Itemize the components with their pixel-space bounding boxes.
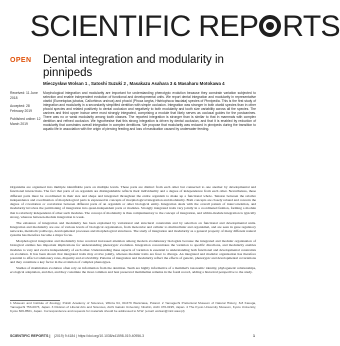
open-access-label: OPEN — [10, 57, 32, 64]
page-number: 1 — [253, 334, 255, 338]
footer-journal-name: SCIENTIFIC REPORTS | — [10, 334, 51, 338]
abstract: Morphological integration and modularity are important for understanding phenotypic evolution because they constrain variation subjected to selection and enable independent evolution of functional and developmental units. We report dental integration and modularity in representative otariid (Eumetopias jubatus, Callorhinus ursinus) and phocid (Phoca largha, Histriophoca fasciata) species of Pinnipedia. This is the first study of integration and modularity in a secondarily simplified dentition with simple occlusion. Integration was stronger in both otariid species than in other phocid species and related positively to dental occlusion and negatively to both modularity and tooth size variability across all the species. The canines and third upper incisor were most strongly integrated, comprising a module that likely serves as occlusal guides for the postcanines. There was no or weak modularity among tooth classes. The reported integration is stronger than is similar to that in mammals with complex dentition and refined occlusion. We hypothesise that this strong integration is driven by dental occlusion, and that it is enabled by reduction of modularity that constrains overall integration in complex dentitions. We propose that modularity was reduced in pinnipeds during the transition to aquatic life in association with the origin of piercing feeding and loss of mastication caused by underwater feeding. — [43, 91, 256, 132]
author-affiliations: 1 Museum and Institute of Zoology, Polish Academy of Sciences, Wilcza 64, 00-679 Warszawa, Poland. 2 Yamaguchi Prefectural Museum of Natural History, 8-8 Kasuga, Yamaguchi 753-0073, Japan. 3 Division of Liberal Arts and Sciences, Aichi Gakuin University, Nisshin, Aichi 470-0195, Japan. 4 The Kyoto University Museum, Kyoto University, Kyoto 606-8501, Japan. Correspondence and requests for materials should be addressed to M.W. (email: wolsan@miiz.waw.pl) — [10, 301, 256, 313]
article-title: Dental integration and modularity in pinnipeds — [43, 54, 224, 79]
body-paragraph: Studies of mammalian evolution often rely on information from the dentition. Teeth are highly informative of a mammal's taxonomic identity, phylogenetic relationships, ecological adaptation, and diet, and they constitute the most common and best preserved mammalian remains in the fossil record, adding a historical perspective to the study. — [10, 265, 256, 275]
body-paragraph: Morphological integration and modularity have received increased attention among modern evolutionary biologists because the integrated and modular organisation of biological entities has important implications for understanding phenotypic evolution. Integration concentrates the variation to specific directions, and modularity enables modules to vary and evolve independently of each other. Understanding these aspects of variation is essential to understanding both functional and developmental constraints on evolution. It has been shown that integrated traits may evolve jointly, whereas modular traits are freer to diverge. An integrated and modular organisation has therefore potential to affect evolutionary rates, disparity and evolvability. Patterns of integration and modularity reflect the effects of genetic, phenotypic and developmental covariations and they constitute a key factor in the evolution of complex phenotypes. — [10, 238, 256, 265]
journal-name-left: SCIENTIFIC REP — [30, 10, 259, 43]
published-date: Published online: 12 March 2019 — [10, 117, 41, 126]
footer-citation[interactable]: (2019) 9:4184 | https://doi.org/10.1038/s41598-019-40956-3 — [54, 334, 145, 338]
body-paragraph: The existence of integration and modularity has been explained by variational and structural constraints and by selection on functional and developmental units. Integration and modularity are one of various levels of biological organisation, from molecular and cellular to multicellular and organismal, and are seen in gene regulatory networks, metabolic pathways, developmental processes and morphological structures. The study of integration and modularity as a general property of many different natural systems has therefore become a major focus. — [10, 220, 256, 238]
received-date: Received: 11 June 2018 — [10, 91, 38, 100]
publication-dates — [10, 91, 42, 127]
journal-name-right: RTS — [282, 10, 340, 43]
author-list: Mieczysław Wolsan 1 , Satoshi Suzuki 2 , Masakazu Asahara 3 & Masaharu Motokawa 4 — [43, 81, 225, 86]
article-body — [10, 185, 256, 296]
journal-logo — [30, 10, 340, 43]
body-paragraph: Organisms are organised into multiple identifiable parts on multiple levels. These parts are distinct from each other but connected to one another by developmental and functional interactions. The fact that parts of an organism are distinguishable reflects their individuality and a degree of independence from each other. Nevertheless, these different parts must be coordinated in their size and shape and integrated throughout the entire organism to make up a functional whole. Tension between the relative independence and coordination of morphological parts is expressed in concepts of morphological integration and modularity. Both concepts are closely related and concern the degree of covariation or correlation between different parts of an organism or other biological entity. Integration deals with the overall pattern of intercorrelation, and modularity involves the partitioning of integration into quasi-independent parts or modules. Strongly integrated traits vary jointly in a coordinated fashion, forming a module that is relatively independent of other such modules. The concept of modularity is thus complementary to the concept of integration, and within-module integration is typically strong, whereas between-module integration is weak. — [10, 185, 256, 220]
accepted-date: Accepted: 28 February 2019 — [10, 104, 33, 113]
gear-logo-icon — [259, 15, 281, 37]
